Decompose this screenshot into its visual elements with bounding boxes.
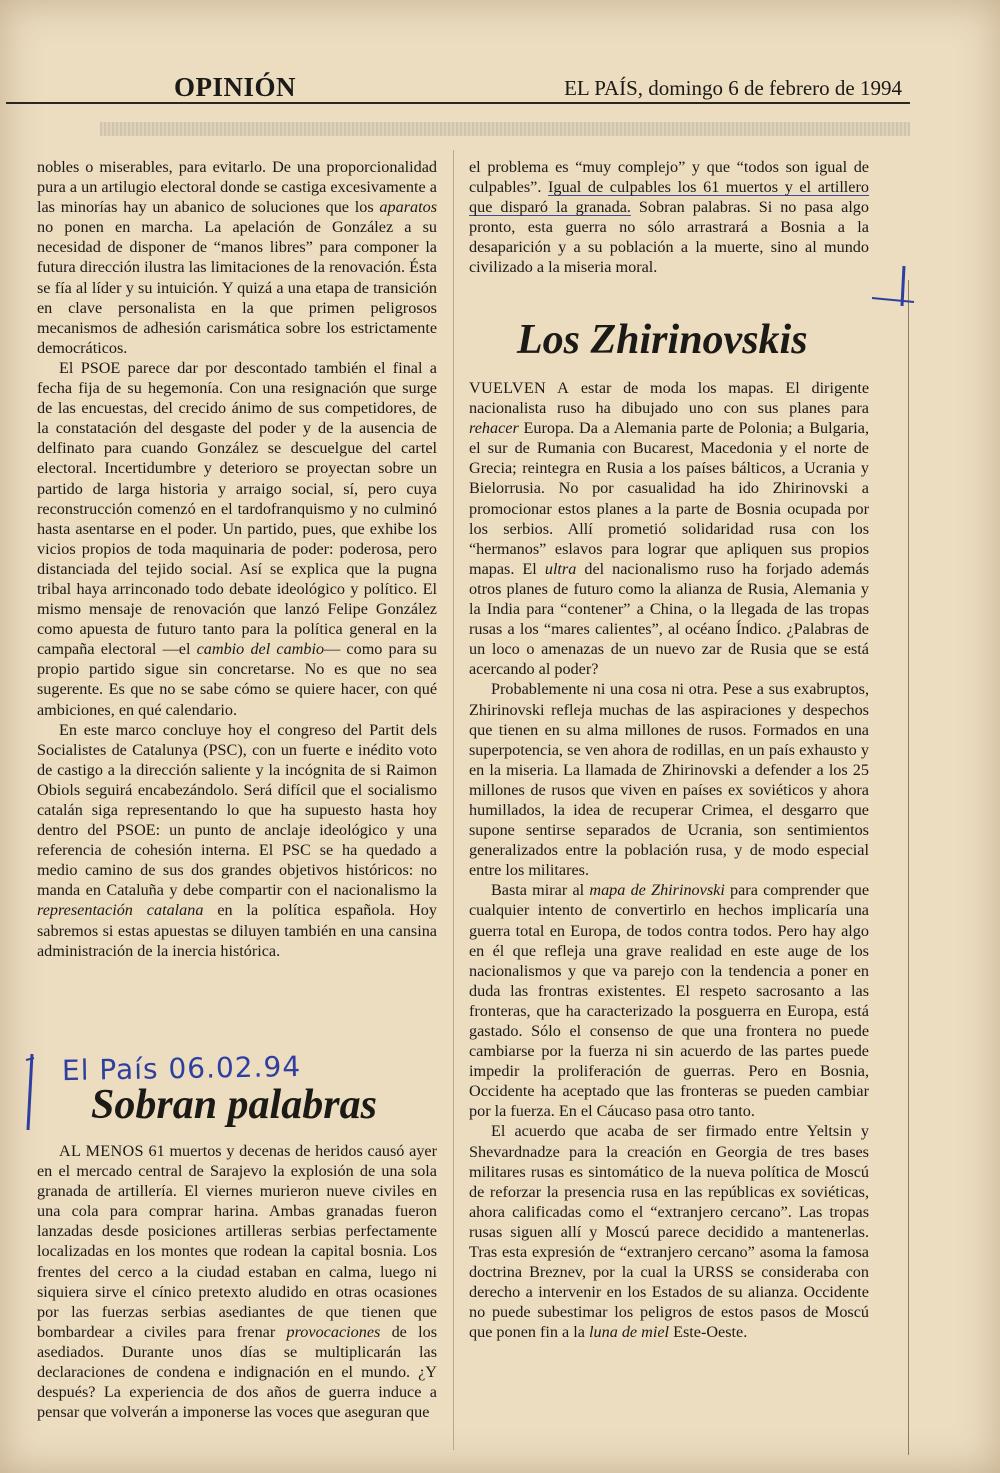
text-run: estar de moda los mapas. El dirigente nacionalista ruso ha dibujado uno con sus planes para	[469, 379, 870, 418]
italic-text: luna de miel	[589, 1323, 670, 1342]
section-title: OPINIÓN	[174, 72, 297, 102]
italic-text: rehacer	[469, 419, 519, 438]
text-run: En este marco concluye hoy el congreso del Partit dels Socialistes de Catalunya (PSC), con un fuerte e inédito voto de castigo a la dirección saliente y la incógnita de si Raimon Obiols seguirá encabezándolo. Será difícil que el socialismo catalán siga representando lo que ha supuesto hasta hoy dentro del PSOE: un punto de anclaje ideológico y una referencia de cohesión interna. El PSC se ha quedado a medio camino de sus dos grandes objetivos históricos: no manda en Cataluña y debe compartir con el nacionalismo la	[37, 720, 437, 900]
column-divider	[453, 150, 454, 1450]
text-run: para comprender que cualquier intento de convertirlo en hechos implicaría una guerra total en Europa, de todos contra todos. Pero hay algo en él que refleja una grave realidad en este auge de los nacionalismos y que va parejo con la tendencia a poner en duda las frontras existentes. El respeto sacrosanto a las fronteras, que ha caracterizado la posguerra en Europa, está gastado. Sólo el consenso de que una frontera no puede cambiarse por la fuerza ni sin acuerdo de las partes puede impedir la proliferación de guerras. Pero en Bosnia, Occidente ha aceptado que las fronteras se pueden cambiar por la fuerza. En el Cáucaso pasa otro tanto.	[469, 881, 870, 1121]
paragraph	[37, 1141, 437, 1422]
text-run: Europa. Da a Alemania parte de Polonia; a Bulgaria, el sur de Rumania con Bucarest, Macedonia y el norte de Grecia; reintegra en Rusia a los países bálticos, a Ucrania y Bielorrusia. No por casualidad ha ido Zhirinovski a promocionar estos planes a la parte de Bosnia ocupada por los serbios. Allí prometió solidaridad rusa con los “hermanos” eslavos para lograr que apliquen sus propios mapas. El	[469, 419, 869, 578]
italic-text: representación catalana	[37, 901, 204, 920]
italic-text: cambio del cambio	[196, 640, 325, 659]
text-run: — como para su propio partido sigue sin concretarse. No es que no sea sugerente. Es que no se sabe cómo se quiere hacer, con qué ambiciones, en qué calendario.	[37, 640, 437, 719]
paragraph	[469, 157, 869, 278]
handwritten-note: El País 06.02.94	[61, 1049, 302, 1088]
paragraph	[469, 880, 869, 1121]
pen-bracket-left-icon	[22, 1052, 36, 1132]
text-run: 61 muertos y decenas de heridos causó ayer en el mercado central de Sarajevo la explosión de una sola granada de artillería. El viernes murieron nueve civiles en una cola para comprar harina. Ambas granadas fueron lanzadas desde posiciones artilleras serbias perfectamente localizadas en los montes que rodean la capital bosnia. Los frentes del cerco a la ciudad estaban en calma, luego ni siquiera sirve el cínico pretexto aludido en otras ocasiones por las fuerzas serbias asediantes de que tienen que bombardear a civiles para frenar	[37, 1142, 437, 1341]
paragraph	[469, 378, 869, 679]
zhirinovskis-headline: Los Zhirinovskis	[517, 317, 808, 363]
italic-text: mapa de Zhirinovski	[589, 881, 725, 900]
paragraph	[469, 1121, 869, 1342]
italic-text: aparatos	[379, 198, 437, 217]
left-column-text	[37, 157, 437, 961]
text-run: nobles o miserables, para evitarlo. De una proporcionalidad pura a un artilugio electoral donde se castiga excesivamente a las minorías hay un abanico de soluciones que los	[37, 158, 437, 217]
text-run: Sobran palabras. Si no pasa algo pronto, esta guerra no sólo arrastrará a Bosnia a la desaparición y a su población a la muerte, sino al mundo civilizado a la miseria moral.	[469, 198, 869, 277]
faded-band	[100, 122, 910, 136]
underlined-text: Igual de culpables los 61 muertos y el artillero que disparó la granada.	[469, 178, 869, 217]
text-run: no ponen en marcha. La apelación de González a su necesidad de disponer de “manos libres” para componer la futura dirección ilustra las limitaciones de la renovación. Ésta se fía al líder y su intuición. Y quizá a una etapa de transición en clave personalista en la que primen peligrosos mecanismos de adhesión carismática sobre los estrictamente democráticos.	[37, 218, 437, 357]
italic-text: ultra	[544, 559, 577, 578]
text-run: El PSOE parece dar por descontado también el final a fecha fija de su hegemonía. Con una resignación que surge de las encuestas, del crecido ánimo de sus competidores, de la constatación del desgaste del poder y de la ausencia de delfinato para cuando González se descuelgue del cartel electoral. Incertidumbre y deterioro se proyectan sobre un partido de larga historia y arraigo social, sí, pero cuya reconstrucción comenzó en el tardofranquismo y no culminó hasta asentarse en el poder. Un partido, pues, que exhibe los vicios propios de toda maquinaria de poder: poderosa, pero distanciada del tejido social. Así se explica que la pugna tribal haya arrinconado todo debate ideológico y político. El mismo mensaje de renovación que lanzó Felipe González como apuesta de futuro tanto para la política general en la campaña electoral —el	[37, 358, 437, 659]
sobran-text	[37, 1141, 437, 1422]
text-run: del nacionalismo ruso ha forjado además otros planes de futuro como la alianza de Rusia, Alemania y la India para “contener” a China, o la llegada de las tropas rusas a los “mares calientes”, al océano Índico. ¿Palabras de un loco o amenazas de un nuevo zar de Rusia que se está acercando al poder?	[469, 559, 869, 679]
paragraph	[469, 679, 869, 880]
italic-text: provocaciones	[286, 1322, 381, 1341]
text-run: Este-Oeste.	[669, 1323, 748, 1342]
pen-mark-right-icon	[868, 262, 918, 310]
paragraph	[37, 720, 437, 961]
text-run: Probablemente ni una cosa ni otra. Pese a sus exabruptos, Zhirinovski refleja muchas de las aspiraciones y despechos que tienen en su alma millones de rusos. Formados en una superpotencia, se ven ahora de rodillas, en un país exhausto y en la miseria. La llamada de Zhirinovski a defender a los 25 millones de rusos que viven en países ex soviéticos y ahora humillados, la idea de recuperar Crimea, el desgarro que supone sentirse separados de Ucrania, son sentimientos generalizados entre la población rusa, y de modo especial entre los militares.	[469, 680, 869, 880]
paragraph	[37, 157, 437, 358]
sobran-continuation-text	[469, 157, 869, 278]
lead-in: AL MENOS	[59, 1142, 144, 1160]
paragraph	[37, 358, 437, 720]
text-run: Basta mirar al	[491, 881, 590, 900]
text-run: el problema es “muy complejo” y que “todos son igual de culpables”.	[469, 158, 869, 197]
zhirinovskis-text	[469, 378, 869, 1343]
header-rule	[6, 102, 910, 104]
lead-in: VUELVEN A	[469, 379, 570, 397]
clipping-edge	[908, 280, 909, 1455]
sobran-headline: Sobran palabras	[91, 1082, 377, 1128]
text-run: de los asediados. Durante unos días se multiplicarán las declaraciones de condena e indignación en el mundo. ¿Y después? La experiencia de dos años de guerra induce a pensar que volverán a imponerse las voces que aseguran que	[37, 1322, 438, 1422]
dateline: EL PAÍS, domingo 6 de febrero de 1994	[564, 76, 902, 100]
text-run: El acuerdo que acaba de ser firmado entre Yeltsin y Shevardnadze para la creación en Georgia de tres bases militares rusas es sintomático de la nueva política de Moscú de reforzar la presencia rusa en las repúblicas ex soviéticas, ahora calificadas como el “extranjero cercano”. Las tropas rusas siguen allí y Moscú parece decidido a mantenerlas. Tras esta expresión de “extranjero cercano” asoma la famosa doctrina Breznev, por la cual la URSS se consideraba con derecho a intervenir en los Estados de su alianza. Occidente no puede subestimar los peligros de estos pasos de Moscú que ponen fin a la	[469, 1122, 869, 1342]
text-run: en la política española. Hoy sabremos si estas apuestas se diluyen también en una cansina administración de la inercia histórica.	[37, 901, 437, 960]
